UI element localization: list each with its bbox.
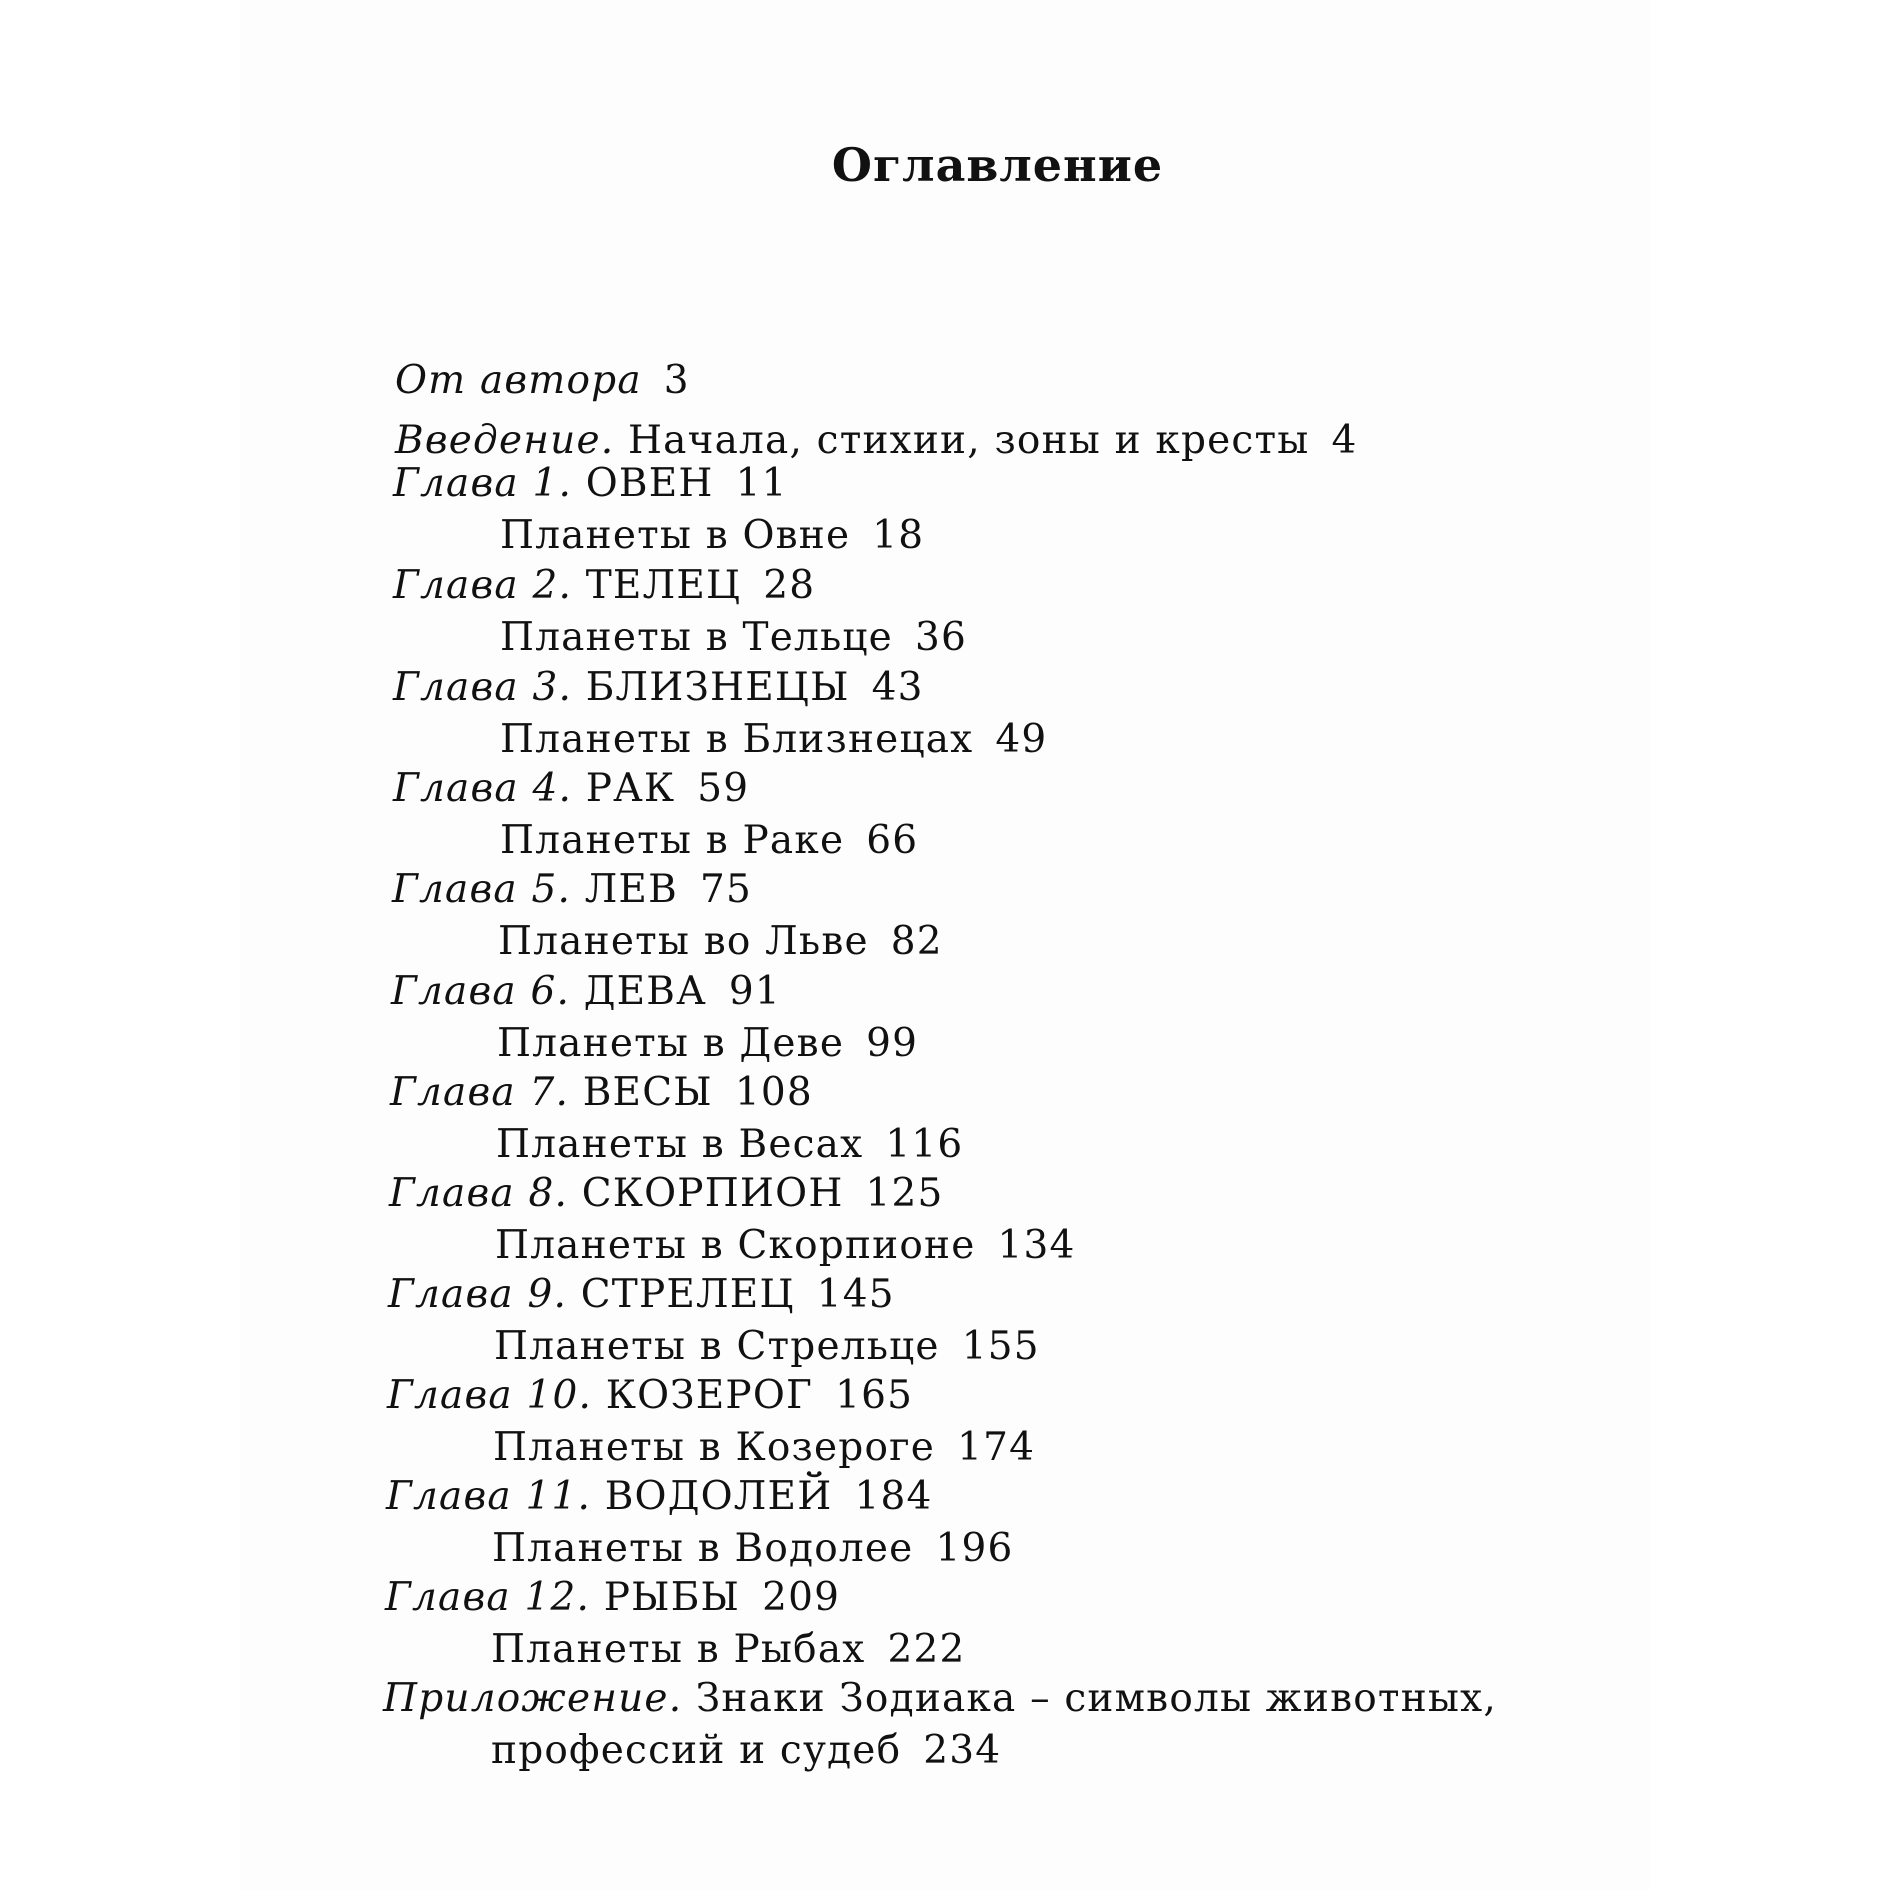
toc-entry (391, 968, 781, 1016)
entry-name: профессий и судеб (491, 1728, 902, 1773)
entry-page: 66 (866, 818, 919, 863)
entry-name: СТРЕЛЕЦ (580, 1272, 795, 1317)
toc-subentry (494, 1323, 1040, 1371)
entry-name: Планеты в Рыбах (491, 1627, 866, 1672)
entry-page: 234 (923, 1728, 1002, 1773)
entry-page: 36 (914, 615, 967, 660)
entry-page: 116 (885, 1122, 964, 1167)
entry-page: 99 (866, 1021, 919, 1066)
entry-name: ТЕЛЕЦ (585, 563, 742, 608)
entry-prefix: Глава 2. (393, 563, 573, 608)
entry-name: Планеты в Деве (497, 1021, 845, 1066)
toc-entry (386, 1473, 932, 1521)
entry-page: 43 (871, 665, 924, 710)
toc-entry (385, 1574, 840, 1622)
entry-prefix: Глава 10. (387, 1373, 593, 1418)
entry-prefix: Глава 9. (388, 1272, 568, 1317)
entry-prefix: Глава 5. (392, 867, 572, 912)
toc-entry (395, 417, 1358, 465)
toc-subentry (500, 512, 924, 560)
entry-name: Начала, стихии, зоны и кресты (627, 418, 1310, 463)
entry-prefix: Глава 4. (393, 766, 573, 811)
entry-name: Планеты в Козероге (493, 1425, 936, 1470)
entry-page: 18 (872, 513, 925, 558)
entry-name: БЛИЗНЕЦЫ (585, 665, 850, 710)
toc-subentry (492, 1525, 1014, 1573)
entry-page: 11 (735, 461, 788, 506)
entry-page: 91 (728, 969, 781, 1014)
entry-name: Знаки Зодиака – символы животных, (695, 1676, 1497, 1721)
entry-page: 125 (865, 1171, 944, 1216)
entry-page: 82 (890, 919, 943, 964)
entry-page: 196 (935, 1526, 1014, 1571)
entry-page: 145 (816, 1272, 895, 1317)
entry-prefix: От автора (395, 358, 642, 403)
entry-page: 3 (663, 358, 690, 403)
toc-entry (383, 1675, 1497, 1723)
entry-name: Планеты в Весах (496, 1122, 864, 1167)
entry-name: Планеты в Раке (500, 818, 845, 863)
entry-name: Планеты в Водолее (492, 1526, 914, 1571)
entry-name: СКОРПИОН (581, 1171, 844, 1216)
entry-name: Планеты в Скорпионе (495, 1223, 976, 1268)
entry-page: 49 (995, 717, 1048, 762)
entry-page: 165 (835, 1373, 914, 1418)
toc-entry (393, 664, 924, 712)
entry-prefix: Глава 6. (391, 969, 571, 1014)
entry-page: 4 (1331, 418, 1358, 463)
toc-entry (387, 1372, 913, 1420)
toc-entry (390, 1069, 813, 1117)
toc-entry (393, 765, 749, 813)
toc-entry (388, 1271, 895, 1319)
toc-subentry (491, 1626, 966, 1674)
entry-page: 155 (961, 1324, 1040, 1369)
entry-name: ДЕВА (583, 969, 707, 1014)
entry-name: РЫБЫ (603, 1575, 741, 1620)
entry-prefix: Глава 3. (393, 665, 573, 710)
entry-name: РАК (585, 766, 676, 811)
page-title: Оглавление (831, 138, 1164, 192)
entry-page: 134 (997, 1223, 1076, 1268)
entry-prefix: Глава 1. (393, 461, 573, 506)
entry-name: ВОДОЛЕЙ (604, 1474, 833, 1519)
toc-subentry (500, 614, 967, 662)
toc-entry (389, 1170, 944, 1218)
toc-subentry (500, 817, 918, 865)
entry-page: 28 (763, 563, 816, 608)
entry-name: ЛЕВ (584, 867, 678, 912)
entry-page: 108 (734, 1070, 813, 1115)
toc-entry (393, 562, 815, 610)
entry-name: Планеты в Овне (500, 513, 851, 558)
toc-subentry (500, 716, 1047, 764)
entry-page: 75 (699, 867, 752, 912)
entry-prefix: Введение. (395, 418, 615, 463)
toc-entry (392, 866, 752, 914)
entry-name: ВЕСЫ (582, 1070, 713, 1115)
toc-subentry (496, 1121, 963, 1169)
entry-prefix: Глава 12. (385, 1575, 591, 1620)
entry-page: 174 (957, 1425, 1036, 1470)
entry-page: 222 (887, 1627, 966, 1672)
entry-prefix: Приложение. (383, 1676, 683, 1721)
entry-name: КОЗЕРОГ (605, 1373, 814, 1418)
entry-prefix: Глава 7. (390, 1070, 570, 1115)
entry-name: ОВЕН (585, 461, 714, 506)
entry-name: Планеты в Близнецах (500, 717, 974, 762)
toc-subentry (495, 1222, 1076, 1270)
entry-page: 209 (762, 1575, 841, 1620)
toc-subentry (497, 1020, 918, 1068)
entry-name: Планеты во Льве (498, 919, 869, 964)
entry-prefix: Глава 11. (386, 1474, 592, 1519)
entry-page: 59 (697, 766, 750, 811)
toc-subentry (491, 1727, 1001, 1775)
entry-name: Планеты в Тельце (500, 615, 893, 660)
toc-subentry (498, 918, 943, 966)
entry-prefix: Глава 8. (389, 1171, 569, 1216)
entry-page: 184 (854, 1474, 933, 1519)
entry-name: Планеты в Стрельце (494, 1324, 940, 1369)
toc-entry (393, 460, 788, 508)
toc-subentry (493, 1424, 1035, 1472)
toc-entry (395, 357, 690, 405)
